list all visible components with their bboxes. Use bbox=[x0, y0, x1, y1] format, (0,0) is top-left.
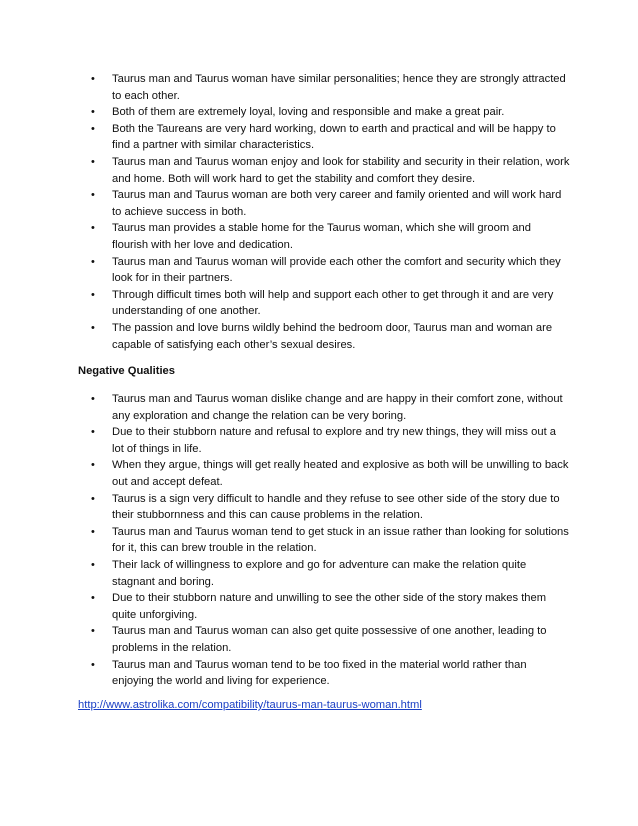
bullet-icon: • bbox=[91, 658, 95, 671]
list-item bbox=[78, 121, 570, 154]
list-item bbox=[78, 154, 570, 187]
list-item bbox=[78, 187, 570, 220]
list-item bbox=[78, 524, 570, 557]
bullet-icon: • bbox=[91, 255, 95, 268]
list-item-text: Their lack of willingness to explore and go for adventure can make the relation quite stagnant and boring. bbox=[112, 558, 527, 588]
list-item bbox=[78, 220, 570, 253]
list-item-text: Both the Taureans are very hard working, down to earth and practical and will be happy to find a partner with similar characteristics. bbox=[112, 122, 556, 152]
list-item-text: Taurus man and Taurus woman dislike change and are happy in their comfort zone, without any exploration and change the relation can be very boring. bbox=[112, 393, 563, 422]
list-item bbox=[78, 424, 570, 457]
list-item-text: When they argue, things will get really heated and explosive as both will be unwilling to back out and accept defeat. bbox=[112, 459, 569, 488]
bullet-icon: • bbox=[91, 222, 95, 235]
list-item bbox=[78, 71, 570, 104]
list-item-text: Taurus man and Taurus woman can also get quite possessive of one another, leading to problems in the relation. bbox=[112, 625, 547, 654]
list-item bbox=[78, 657, 570, 690]
list-item-text: Through difficult times both will help and support each other to get through it and are very understanding of one another. bbox=[112, 288, 554, 318]
negative-qualities-list bbox=[78, 391, 570, 690]
list-item bbox=[78, 491, 570, 524]
list-item bbox=[78, 254, 570, 287]
bullet-icon: • bbox=[91, 73, 95, 85]
bullet-icon: • bbox=[91, 122, 95, 135]
bullet-icon: • bbox=[91, 106, 95, 119]
list-item-text: Taurus man and Taurus woman tend to get stuck in an issue rather than looking for solutions for it, this can brew trouble in the relation. bbox=[112, 525, 569, 555]
list-item bbox=[78, 391, 570, 424]
list-item-text: Due to their stubborn nature and unwilling to see the other side of the story makes them quite unforgiving. bbox=[112, 592, 547, 621]
bullet-icon: • bbox=[91, 525, 95, 538]
bullet-icon: • bbox=[91, 492, 95, 505]
list-item bbox=[78, 457, 570, 490]
bullet-icon: • bbox=[91, 321, 95, 334]
negative-qualities-heading: Negative Qualities bbox=[78, 365, 175, 377]
bullet-icon: • bbox=[91, 189, 95, 202]
list-item-text: Taurus is a sign very difficult to handle and they refuse to see other side of the story due to their stubbornness and this can cause problems in the relation. bbox=[112, 492, 560, 522]
list-item bbox=[78, 287, 570, 320]
bullet-icon: • bbox=[91, 393, 95, 405]
bullet-icon: • bbox=[91, 625, 95, 638]
list-item-text: Due to their stubborn nature and refusal to explore and try new things, they will miss out a lot of things in life. bbox=[112, 426, 557, 455]
list-item-text: Taurus man and Taurus woman are both very career and family oriented and will work hard to achieve success in both. bbox=[112, 189, 562, 218]
list-item-text: Taurus man provides a stable home for the Taurus woman, which she will groom and flourish with her love and dedication. bbox=[112, 222, 531, 251]
bullet-icon: • bbox=[91, 558, 95, 571]
list-item-text: Taurus man and Taurus woman enjoy and look for stability and security in their relation, work and home. Both will work hard to get the stability and comfort they desire. bbox=[112, 155, 570, 185]
list-item-text: The passion and love burns wildly behind the bedroom door, Taurus man and woman are capable of satisfying each other’s sexual desires. bbox=[112, 321, 553, 351]
bullet-icon: • bbox=[91, 592, 95, 605]
list-item-text: Taurus man and Taurus woman have similar personalities; hence they are strongly attracted to each other. bbox=[112, 73, 566, 102]
list-item bbox=[78, 590, 570, 623]
bullet-icon: • bbox=[91, 288, 95, 301]
bullet-icon: • bbox=[91, 459, 95, 472]
list-item-text: Both of them are extremely loyal, loving and responsible and make a great pair. bbox=[112, 106, 505, 119]
list-item bbox=[78, 104, 570, 121]
list-item bbox=[78, 623, 570, 656]
positive-qualities-list bbox=[78, 71, 570, 353]
bullet-icon: • bbox=[91, 426, 95, 439]
list-item bbox=[78, 557, 570, 590]
source-link[interactable]: http://www.astrolika.com/compatibility/taurus-man-taurus-woman.html bbox=[78, 699, 422, 711]
bullet-icon: • bbox=[91, 155, 95, 168]
list-item bbox=[78, 320, 570, 353]
list-item-text: Taurus man and Taurus woman tend to be too fixed in the material world rather than enjoying the world and living for experience. bbox=[112, 658, 527, 688]
list-item-text: Taurus man and Taurus woman will provide each other the comfort and security which they look for in their partners. bbox=[112, 255, 561, 285]
